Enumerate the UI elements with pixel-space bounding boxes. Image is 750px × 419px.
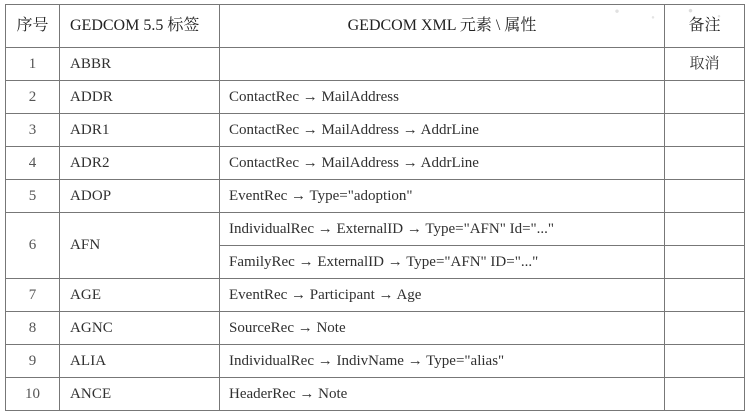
row-xml-path: ContactRec → MailAddress → AddrLine — [220, 147, 665, 180]
row-note: 取消 — [665, 48, 745, 81]
row-note — [665, 81, 745, 114]
table-row — [6, 312, 745, 345]
row-note — [665, 279, 745, 312]
row-gedcom-tag: ADOP — [60, 180, 220, 213]
row-xml-path: FamilyRec → ExternalID → Type="AFN" ID="..." — [220, 246, 665, 279]
row-note — [665, 312, 745, 345]
row-note — [665, 114, 745, 147]
row-xml-path: EventRec → Type="adoption" — [220, 180, 665, 213]
row-xml-path — [220, 48, 665, 81]
row-gedcom-tag: ADDR — [60, 81, 220, 114]
row-index: 9 — [6, 345, 60, 378]
row-xml-path: IndividualRec → IndivName → Type="alias" — [220, 345, 665, 378]
table-row — [6, 81, 745, 114]
table-row — [6, 213, 745, 246]
row-gedcom-tag: ADR2 — [60, 147, 220, 180]
row-gedcom-tag: AFN — [60, 213, 220, 279]
row-gedcom-tag: AGE — [60, 279, 220, 312]
table-row — [6, 48, 745, 81]
row-note — [665, 345, 745, 378]
table-row — [6, 180, 745, 213]
gedcom-mapping-table — [5, 4, 745, 411]
row-index: 4 — [6, 147, 60, 180]
row-index: 6 — [6, 213, 60, 279]
row-index: 7 — [6, 279, 60, 312]
row-xml-path: HeaderRec → Note — [220, 378, 665, 411]
row-note — [665, 147, 745, 180]
row-xml-path: EventRec → Participant → Age — [220, 279, 665, 312]
header-row — [6, 5, 745, 48]
table-row — [6, 378, 745, 411]
row-xml-path: SourceRec → Note — [220, 312, 665, 345]
header-xml-element: GEDCOM XML 元素 \ 属性 — [220, 5, 665, 48]
row-index: 8 — [6, 312, 60, 345]
row-note — [665, 378, 745, 411]
table-row — [6, 345, 745, 378]
row-gedcom-tag: ADR1 — [60, 114, 220, 147]
header-note: 备注 — [665, 5, 745, 48]
row-index: 2 — [6, 81, 60, 114]
table-row — [6, 279, 745, 312]
row-note — [665, 180, 745, 213]
header-gedcom-tag: GEDCOM 5.5 标签 — [60, 5, 220, 48]
table-row — [6, 147, 745, 180]
row-gedcom-tag: AGNC — [60, 312, 220, 345]
table-body — [6, 48, 745, 411]
row-index: 5 — [6, 180, 60, 213]
header-index: 序号 — [6, 5, 60, 48]
row-index: 1 — [6, 48, 60, 81]
row-gedcom-tag: ALIA — [60, 345, 220, 378]
row-xml-path: IndividualRec → ExternalID → Type="AFN" Id="..." — [220, 213, 665, 246]
row-index: 10 — [6, 378, 60, 411]
table-row — [6, 114, 745, 147]
row-gedcom-tag: ANCE — [60, 378, 220, 411]
row-note — [665, 246, 745, 279]
row-index: 3 — [6, 114, 60, 147]
row-gedcom-tag: ABBR — [60, 48, 220, 81]
table-header — [6, 5, 745, 48]
row-xml-path: ContactRec → MailAddress — [220, 81, 665, 114]
row-note — [665, 213, 745, 246]
row-xml-path: ContactRec → MailAddress → AddrLine — [220, 114, 665, 147]
